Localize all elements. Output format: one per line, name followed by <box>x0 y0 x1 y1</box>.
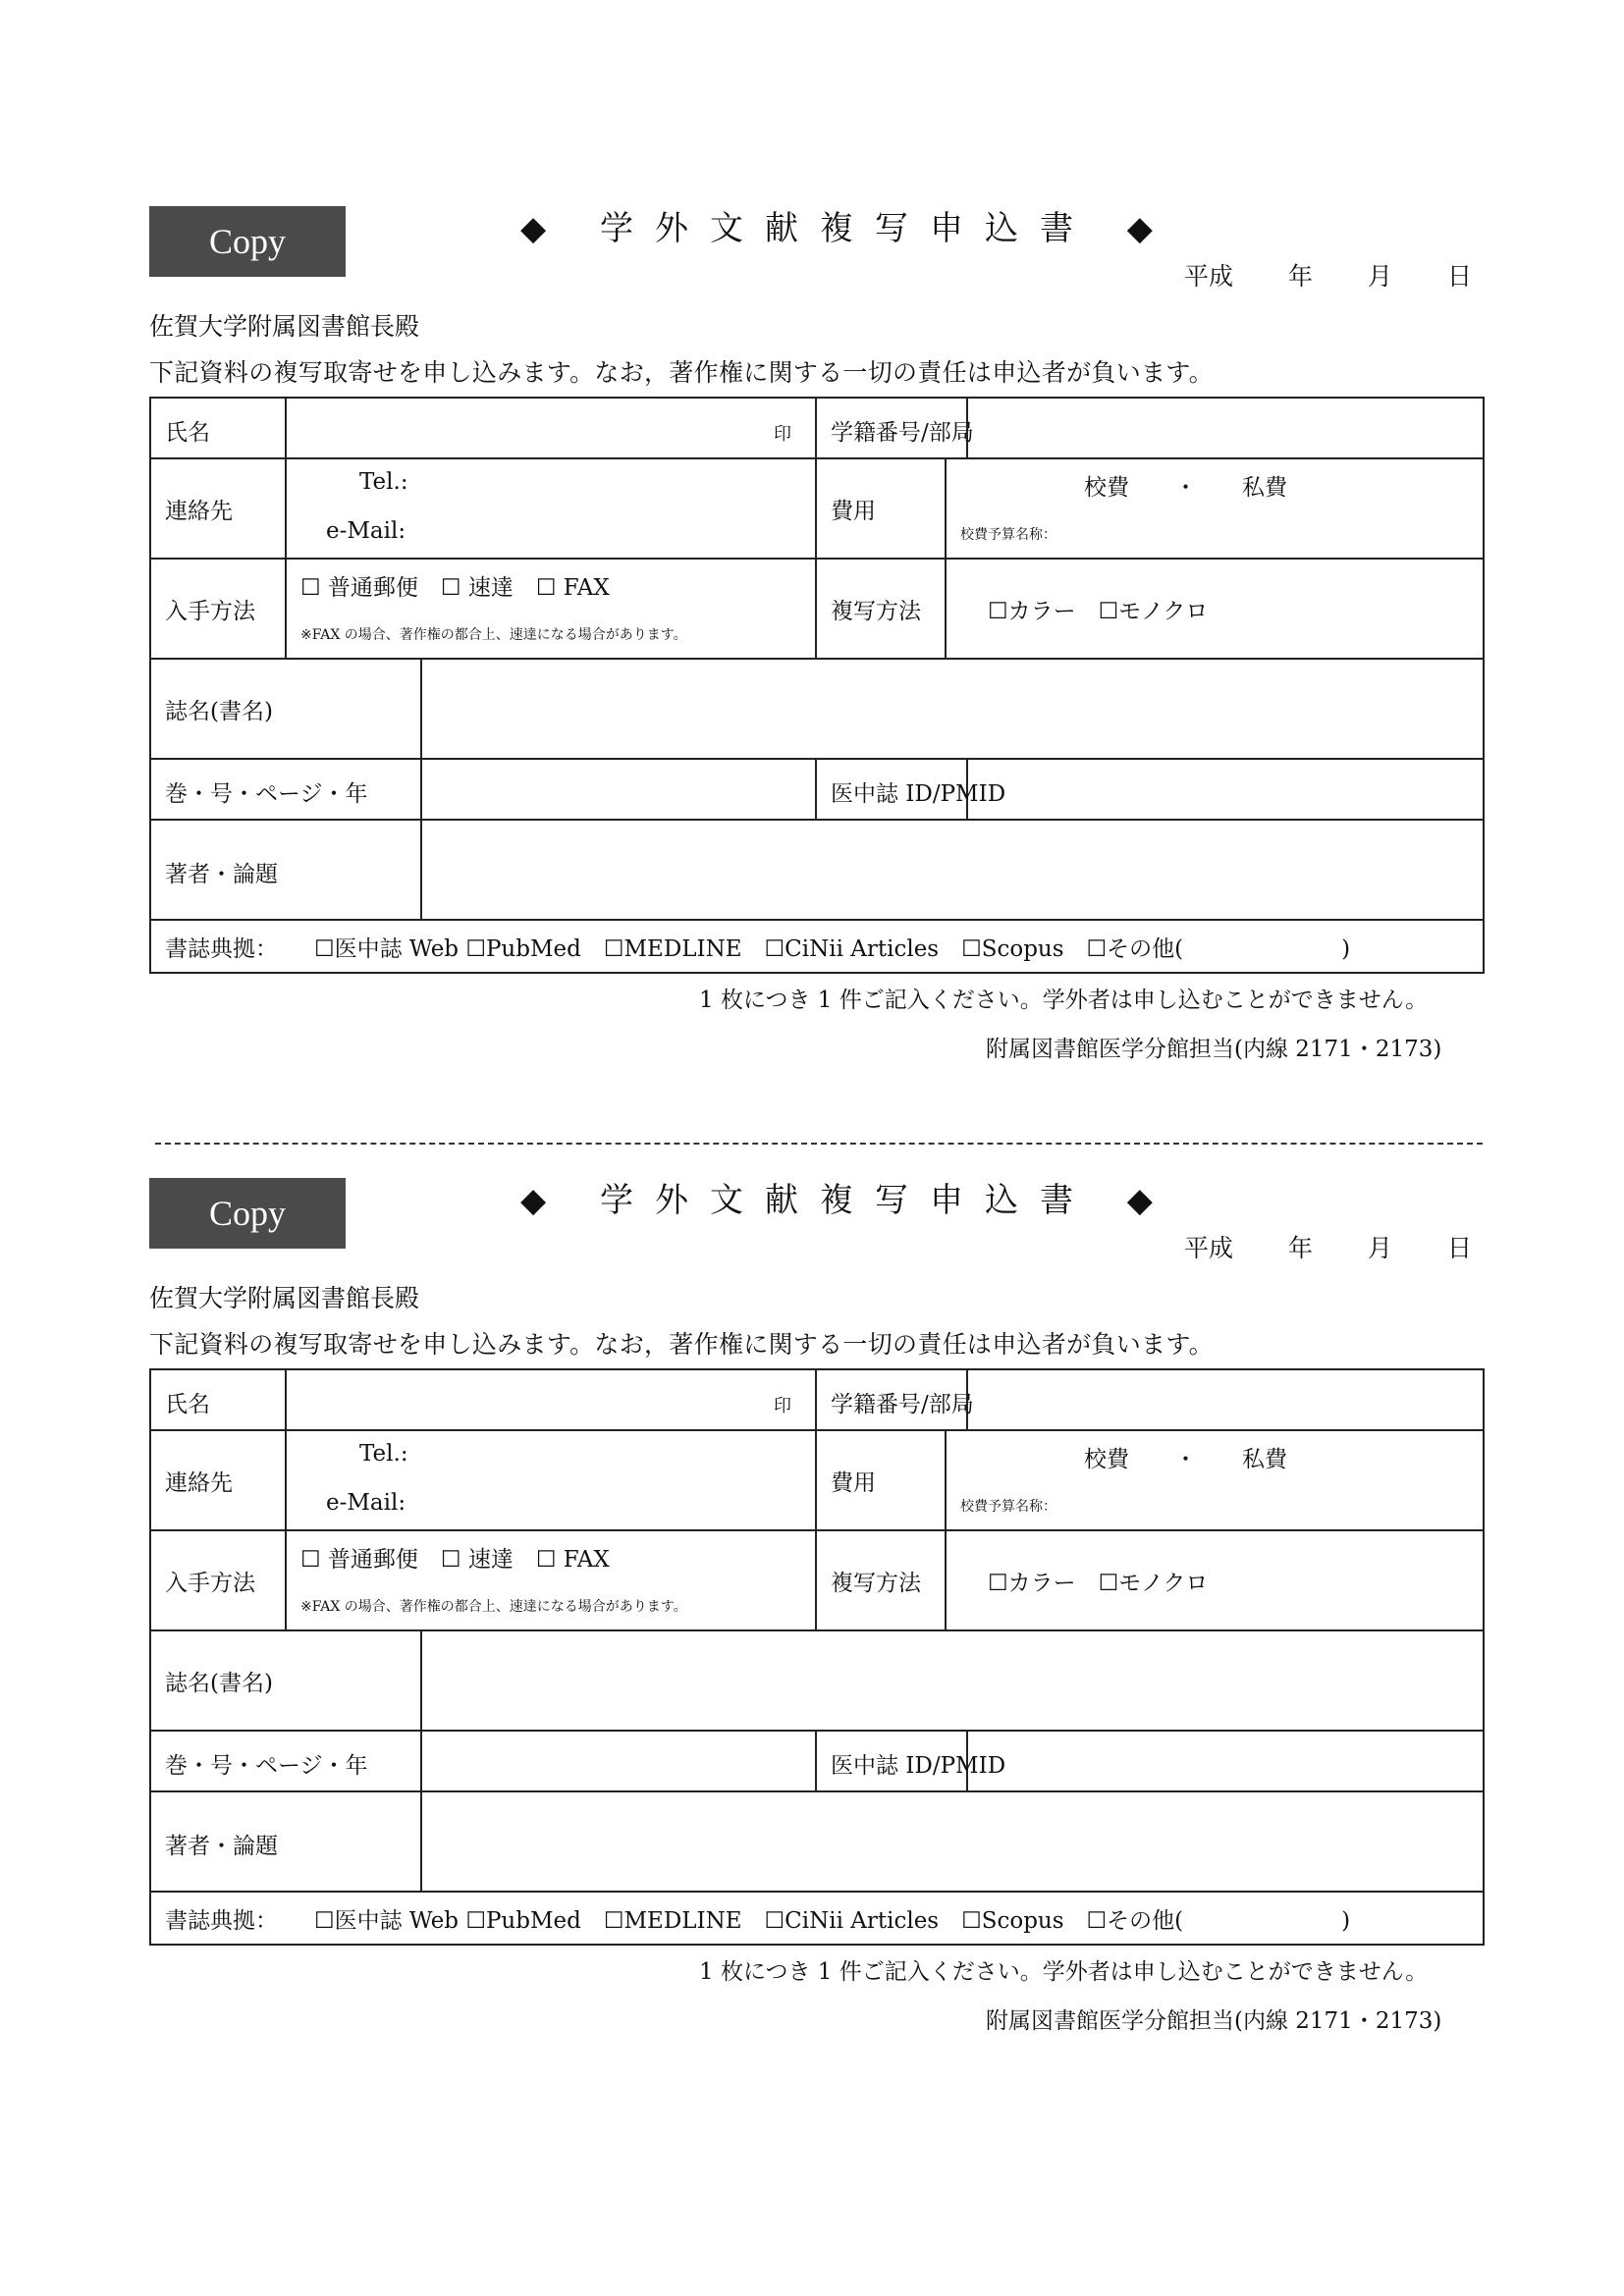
contact-extension: 附属図書館医学分館担当(内線 2171・2173) <box>986 2008 1442 2034</box>
name-input[interactable] <box>287 1370 815 1429</box>
name-input[interactable] <box>287 399 815 457</box>
journal-title-input[interactable] <box>422 660 1483 758</box>
request-form-2 <box>0 972 1624 2034</box>
request-table <box>149 397 1485 974</box>
date-year: 年 <box>1288 262 1314 291</box>
budget-name-label: 校費予算名称： <box>960 1499 1056 1515</box>
copy-badge: Copy <box>149 206 346 277</box>
volume-label: 巻・号・ページ・年 <box>165 1753 368 1779</box>
date-line <box>1184 257 1472 293</box>
volume-input[interactable] <box>422 1732 815 1790</box>
student-id-input[interactable] <box>968 1370 1483 1429</box>
fax-note: ※FAX の場合、著作権の都合上、速達になる場合があります。 <box>300 1599 687 1615</box>
tel-label: Tel.: <box>359 469 408 495</box>
date-month: 月 <box>1368 1234 1393 1262</box>
date-era: 平成 <box>1184 1234 1234 1262</box>
cost-label: 費用 <box>831 499 876 524</box>
document-id-input[interactable] <box>968 1732 1483 1790</box>
seal-mark: 印 <box>774 424 791 445</box>
date-era: 平成 <box>1184 262 1234 291</box>
document-id-label: 医中誌 ID/PMID <box>831 1753 1006 1779</box>
cost-label: 費用 <box>831 1470 876 1496</box>
delivery-method-label: 入手方法 <box>165 1571 255 1596</box>
author-title-label: 著者・論題 <box>165 1834 278 1859</box>
journal-title-label: 誌名(書名) <box>165 699 273 724</box>
copy-method-options[interactable]: ☐カラー ☐モノクロ <box>988 599 1209 624</box>
contact-input[interactable] <box>446 1431 813 1529</box>
delivery-method-options[interactable]: ☐ 普通郵便 ☐ 速達 ☐ FAX <box>300 575 610 601</box>
bibliographic-source-label: 書誌典拠： <box>165 936 278 962</box>
budget-name-label: 校費予算名称： <box>960 527 1056 543</box>
date-month: 月 <box>1368 262 1393 291</box>
student-id-input[interactable] <box>968 399 1483 457</box>
tel-label: Tel.: <box>359 1441 408 1467</box>
date-line <box>1184 1229 1472 1264</box>
author-title-input[interactable] <box>422 821 1483 919</box>
seal-mark: 印 <box>774 1396 791 1416</box>
journal-title-label: 誌名(書名) <box>165 1671 273 1696</box>
email-label: e-Mail: <box>326 1490 406 1516</box>
intro-text: 下記資料の複写取寄せを申し込みます。なお，著作権に関する一切の責任は申込者が負います。 <box>149 1330 1214 1359</box>
email-label: e-Mail: <box>326 518 406 544</box>
volume-input[interactable] <box>422 760 815 819</box>
copy-method-options[interactable]: ☐カラー ☐モノクロ <box>988 1571 1209 1596</box>
author-title-label: 著者・論題 <box>165 862 278 887</box>
cost-options[interactable]: 校費 ・ 私費 <box>1084 475 1287 501</box>
contact-label: 連絡先 <box>165 499 233 524</box>
addressee: 佐賀大学附属図書館長殿 <box>149 312 420 341</box>
intro-text: 下記資料の複写取寄せを申し込みます。なお，著作権に関する一切の責任は申込者が負います。 <box>149 358 1214 387</box>
fax-note: ※FAX の場合、著作権の都合上、速達になる場合があります。 <box>300 627 687 643</box>
request-table <box>149 1368 1485 1946</box>
cost-options[interactable]: 校費 ・ 私費 <box>1084 1447 1287 1472</box>
delivery-method-options[interactable]: ☐ 普通郵便 ☐ 速達 ☐ FAX <box>300 1547 610 1573</box>
journal-title-input[interactable] <box>422 1631 1483 1730</box>
name-label: 氏名 <box>165 1392 210 1417</box>
bibliographic-source-options[interactable]: ☐医中誌 Web ☐PubMed ☐MEDLINE ☐CiNii Articles ☐Scopus ☐その他( ) <box>314 936 1351 962</box>
copy-badge: Copy <box>149 1178 346 1249</box>
copy-method-label: 複写方法 <box>831 1571 921 1596</box>
student-id-label: 学籍番号/部局 <box>831 420 974 446</box>
delivery-method-label: 入手方法 <box>165 599 255 624</box>
author-title-input[interactable] <box>422 1792 1483 1891</box>
name-label: 氏名 <box>165 420 210 446</box>
document-id-label: 医中誌 ID/PMID <box>831 781 1006 807</box>
form-title: ◆ 学外文献複写申込書 ◆ <box>520 1181 1174 1220</box>
request-form-1 <box>0 0 1624 1062</box>
date-day: 日 <box>1447 262 1473 291</box>
form-title: ◆ 学外文献複写申込書 ◆ <box>520 209 1174 248</box>
contact-extension: 附属図書館医学分館担当(内線 2171・2173) <box>986 1037 1442 1062</box>
contact-label: 連絡先 <box>165 1470 233 1496</box>
copy-method-label: 複写方法 <box>831 599 921 624</box>
student-id-label: 学籍番号/部局 <box>831 1392 974 1417</box>
document-id-input[interactable] <box>968 760 1483 819</box>
bibliographic-source-label: 書誌典拠： <box>165 1908 278 1934</box>
contact-input[interactable] <box>446 459 813 558</box>
date-day: 日 <box>1447 1234 1473 1262</box>
volume-label: 巻・号・ページ・年 <box>165 781 368 807</box>
note-one-per-sheet: 1 枚につき 1 件ご記入ください。学外者は申し込むことができません。 <box>699 988 1429 1013</box>
bibliographic-source-options[interactable]: ☐医中誌 Web ☐PubMed ☐MEDLINE ☐CiNii Articles ☐Scopus ☐その他( ) <box>314 1908 1351 1934</box>
addressee: 佐賀大学附属図書館長殿 <box>149 1284 420 1312</box>
date-year: 年 <box>1288 1234 1314 1262</box>
note-one-per-sheet: 1 枚につき 1 件ご記入ください。学外者は申し込むことができません。 <box>699 1959 1429 1985</box>
